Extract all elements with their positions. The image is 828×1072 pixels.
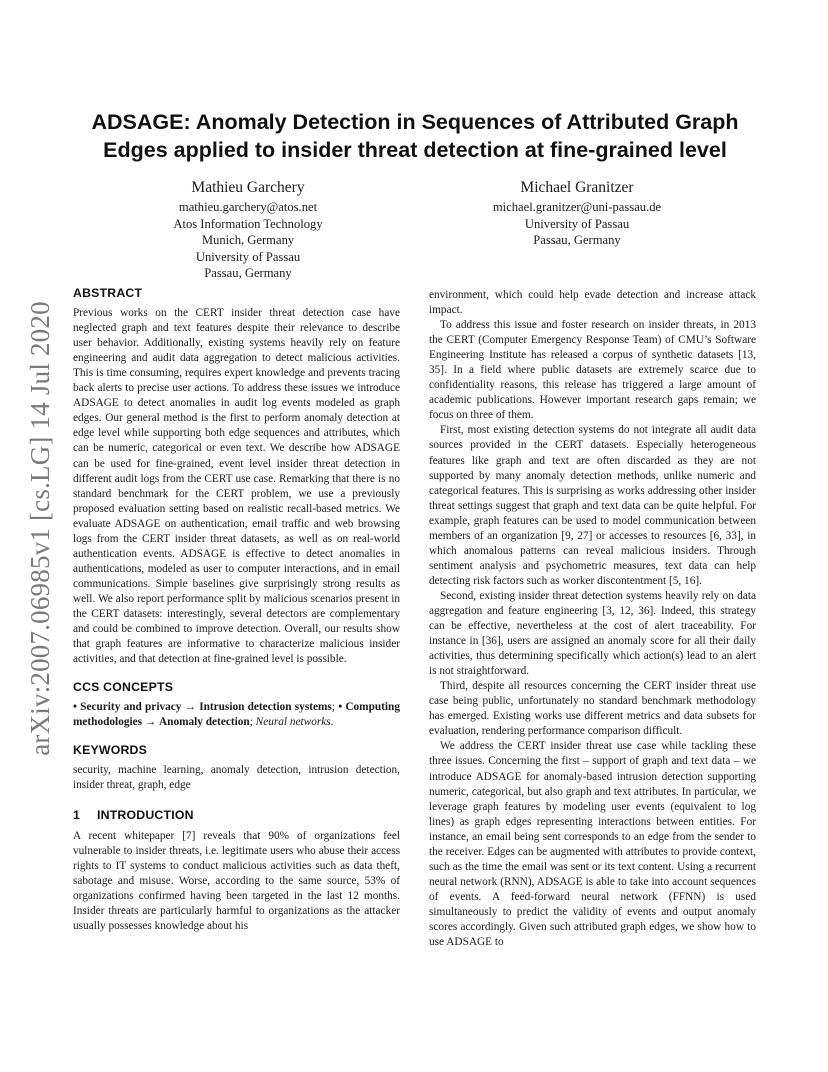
section-title: INTRODUCTION <box>97 808 194 823</box>
author-block-1 <box>148 178 348 282</box>
ccs-end: . <box>330 716 334 729</box>
ccs-concepts-text <box>73 700 400 730</box>
keywords-text: security, machine learning, anomaly detection, intrusion detection, insider threat, graph, edge <box>73 764 400 792</box>
author-location: Passau, Germany <box>204 266 292 280</box>
ccs-separator: ; <box>249 716 256 729</box>
paper-title <box>70 108 760 164</box>
ccs-category-1: • Security and privacy <box>73 701 182 714</box>
intro-paragraph-2: To address this issue and foster research on insider threats, in 2013 the CERT (Computer Emergency Response Team) of CMU’s Software Engineering Institute has released a corpus of synthetic datasets [13, 35]. In a field where public datasets are extremely scarce due to confidentiality reasons, this release has triggered a large amount of academic publications. However important research gaps remain; we focus on three of them. <box>429 319 756 422</box>
ccs-separator: ; <box>331 701 339 714</box>
arxiv-identifier: arXiv:2007.06985v1 [cs.LG] 14 Jul 2020 <box>24 301 55 756</box>
author-affiliation: University of Passau <box>524 216 630 231</box>
intro-paragraph-1: A recent whitepaper [7] reveals that 90% of organizations feel vulnerable to insider threats, i.e. legitimate users who abuse their access rights to IT systems to conduct malicious activities such as data theft, sabotage and misuse. Worse, according to the same source, 53% of organizations confirmed having been targeted in the last 12 months. Insider threats are particularly harmful to organizations as the attacker usually possesses knowledge about his <box>73 829 400 932</box>
author-location: Passau, Germany <box>533 233 621 247</box>
ccs-arrow-1: → <box>181 701 200 714</box>
abstract-text: Previous works on the CERT insider threat detection case have neglected graph and text features despite their relevance to describe user behavior. Additionally, existing systems heavily rely on feature engineering and audit data aggregation to detect malicious activities. This is time consuming, requires expert knowledge and prevents tracing back alerts to precise user actions. To address these issues we introduce ADSAGE to detect anomalies in audit log events modeled as graph edges. Our general method is the first to perform anomaly detection at edge level while supporting both edge sequences and attributes, which can be numeric, categorical or even text. We describe how ADSAGE can be used for fine-grained, event level insider threat detection in different audit logs from the CERT use case. Remarking that there is no standard benchmark for the CERT problem, we use a previously proposed evaluation setting based on realistic recall-based metrics. We evaluate ADSAGE on authentication, email traffic and web browsing logs from the CERT insider threat datasets, as well as on real-world authentication events. ADSAGE is effective to detect anomalies in authentications, modeled as user to computer interactions, and in email communications. Simple baselines give surprisingly strong results as well. We also report performance split by malicious scenarios present in the CERT datasets: interestingly, several detectors are complementary and could be combined to improve detection. Overall, our results show that graph features are informative to characterize malicious insider activities, and that detection at fine-grained level is possible. <box>73 307 400 666</box>
author-email: michael.granitzer@uni-passau.de <box>492 200 662 214</box>
ccs-category-2: • Computing methodologies <box>73 701 400 729</box>
ccs-heading: CCS CONCEPTS <box>73 680 174 695</box>
arxiv-sidebar <box>22 296 58 761</box>
author-affiliation: Atos Information Technology <box>173 216 323 231</box>
left-column <box>73 286 400 934</box>
ccs-extra: Neural networks <box>255 716 331 729</box>
ccs-arrow-2: → <box>142 716 159 729</box>
ccs-subcategory-1: Intrusion detection systems <box>199 701 332 714</box>
author-location: Munich, Germany <box>201 233 295 247</box>
intro-paragraph-6: We address the CERT insider threat use case while tackling these three issues. Concerning the first – support of graph and text data – we introduce ADSAGE for anomaly-based intrusion detection supporting numeric, categorical, but also graph and text attributes. In particular, we leverage graph features by modeling user events (equivalent to log lines) as graph edges representing interactions between entities. For instance, an email being sent corresponds to an edge from the sender to the receiver. Edges can be augmented with attributes to provide context, such as the time the email was sent or its text content. Using a recurrent neural network (RNN), ADSAGE is able to take into account sequences of events. A feed-forward neural network (FFNN) is used simultaneously to predict the validity of events and output anomaly scores accordingly. Given such attributed graph edges, we show how to use ADSAGE to <box>429 740 756 949</box>
intro-paragraph-3: First, most existing detection systems do not integrate all audit data sources provided in the CERT datasets. Especially heterogeneous features like graph and text are often discarded as they are not supported by many anomaly detection methods, unlike numeric and categorical features. This is surprising as works addressing other insider threat settings suggest that graph and text data can be quite helpful. For example, graph features can be used to model communication between members of an organization [9, 27] or accesses to resources [6, 33], in which anomalous patterns can reveal malicious insiders. Through sentiment analysis and psychometric measures, text data can help detecting risk factors such as worker discontentment [5, 16]. <box>429 424 756 587</box>
right-column <box>429 288 756 950</box>
author-name: Michael Granitzer <box>520 179 634 196</box>
section-number: 1 <box>73 808 81 823</box>
keywords-heading: KEYWORDS <box>73 743 148 758</box>
paper-title-line-2: Edges applied to insider threat detection at fine-grained level <box>103 138 727 162</box>
intro-paragraph-5: Third, despite all resources concerning the CERT insider threat use case being public, unfortunately no standard benchmark methodology has emerged. Existing works use different metrics and data subsets for evaluation, rendering performance comparison difficult. <box>429 680 756 738</box>
paper-title-line-1: ADSAGE: Anomaly Detection in Sequences of Attributed Graph <box>91 110 739 134</box>
abstract-heading: ABSTRACT <box>73 286 143 300</box>
author-affiliation: University of Passau <box>195 249 301 264</box>
author-name: Mathieu Garchery <box>191 179 305 196</box>
author-block-2 <box>477 178 677 249</box>
intro-paragraph-continued: environment, which could help evade detection and increase attack impact. <box>429 289 756 317</box>
author-email: mathieu.garchery@atos.net <box>178 200 318 214</box>
introduction-heading <box>73 808 400 823</box>
intro-paragraph-4: Second, existing insider threat detection systems heavily rely on data aggregation and feature engineering [3, 12, 36]. Indeed, this strategy can be effective, nevertheless at the cost of alert traceability. For instance in [36], users are assigned an anomaly score for all their daily activities, thus determining specifically which action(s) lead to an alert is not straightforward. <box>429 589 756 678</box>
ccs-subcategory-2: Anomaly detection <box>159 716 250 729</box>
